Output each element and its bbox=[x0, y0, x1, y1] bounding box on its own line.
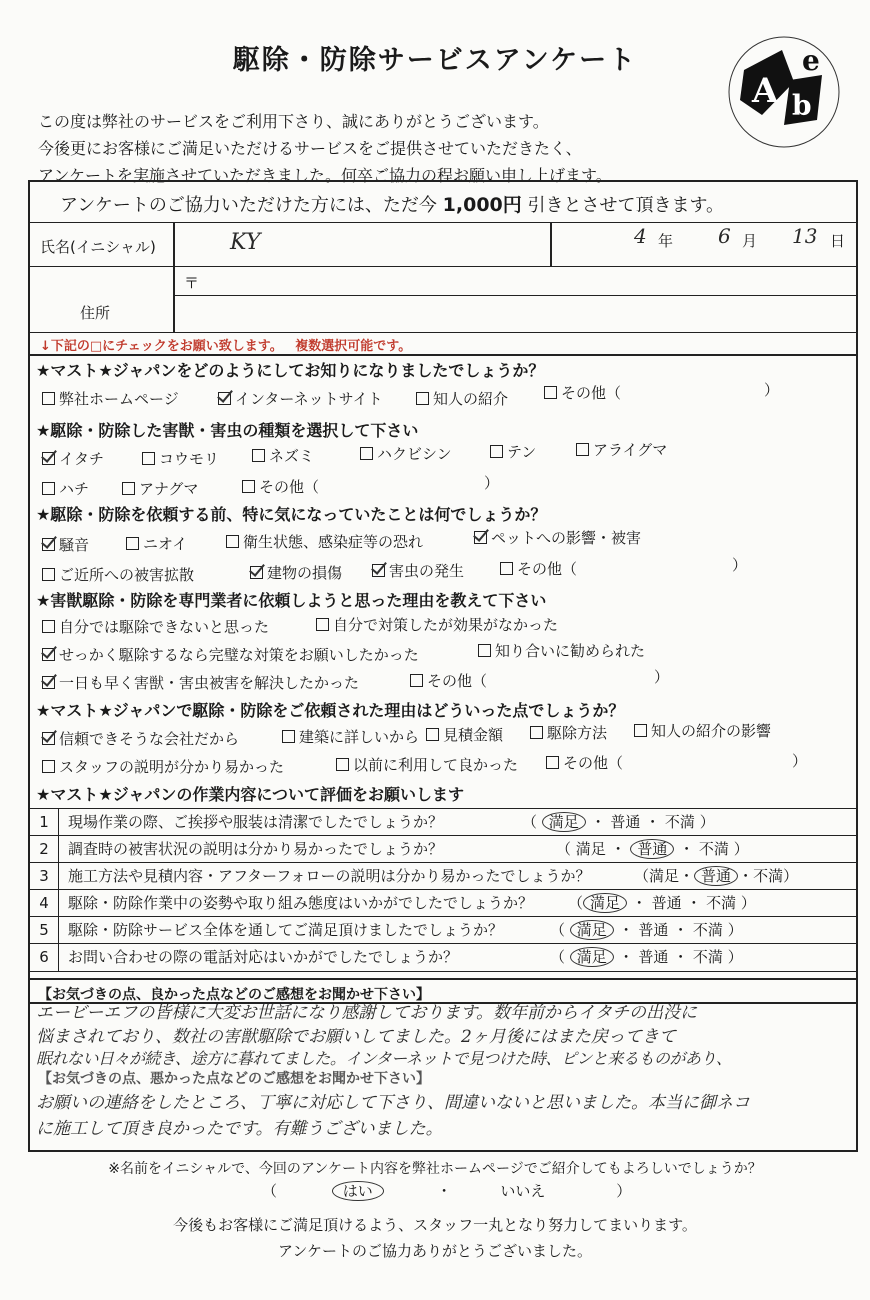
q5-other-close: ） bbox=[792, 752, 808, 770]
intro-line-1: この度は弊社のサービスをご利用下さり、誠にありがとうございます。 bbox=[38, 112, 549, 131]
q3-option-noise[interactable]: 騒音 bbox=[42, 534, 89, 555]
checkbox-icon[interactable] bbox=[42, 620, 55, 633]
checkbox-icon[interactable] bbox=[42, 568, 55, 581]
q5-option-architecture[interactable]: 建築に詳しいから bbox=[282, 726, 419, 747]
intro-line-3: アンケートを実施させていただきました。何卒ご協力の程お願い申し上げます。 bbox=[38, 166, 612, 185]
rating-5-c[interactable]: 不満 bbox=[692, 921, 723, 939]
name-row bbox=[30, 222, 856, 267]
instruction-text: ↓下記の□にチェックをお願い致します。 bbox=[40, 339, 283, 354]
rating-2-b[interactable]: 普通 bbox=[630, 839, 674, 859]
rating-3-a[interactable]: 満足 bbox=[649, 867, 680, 885]
rating-row-2: 2 調査時の被害状況の説明は分かり易かったでしょうか？ （ 満足 ・ 普通 ・ 不満 ） bbox=[30, 835, 856, 863]
rating-4-a[interactable]: 満足 bbox=[583, 893, 627, 913]
q1-other-close: ） bbox=[764, 381, 780, 399]
checkbox-icon[interactable] bbox=[416, 392, 429, 405]
checkbox-icon[interactable] bbox=[576, 443, 589, 456]
q4-option-perfect[interactable]: せっかく駆除するなら完璧な対策をお願いしたかった bbox=[42, 644, 419, 665]
q3-option-building[interactable]: 建物の損傷 bbox=[250, 562, 342, 583]
q5-option-trust[interactable]: 信頼できそうな会社だから bbox=[42, 728, 239, 749]
q4-option-other[interactable]: その他（ bbox=[410, 670, 487, 691]
q5-option-acquaintance[interactable]: 知人の紹介の影響 bbox=[634, 720, 771, 741]
discount-amount: 1,000円 bbox=[442, 194, 522, 216]
checkbox-icon[interactable] bbox=[634, 724, 647, 737]
q5-option-staff[interactable]: スタッフの説明が分かり易かった bbox=[42, 756, 284, 777]
checkbox-icon[interactable] bbox=[282, 730, 295, 743]
checkbox-icon[interactable] bbox=[478, 644, 491, 657]
date-year-value[interactable]: 4 bbox=[634, 224, 647, 248]
q2-title: ★駆除・防除した害獣・害虫の種類を選択して下さい bbox=[36, 421, 419, 440]
comments-good-label: 【お気づきの点、良かった点などのご感想をお聞かせ下さい】 bbox=[38, 987, 430, 1003]
date-day-value[interactable]: 13 bbox=[792, 224, 818, 248]
rating-4-c[interactable]: 不満 bbox=[706, 894, 737, 912]
rating-options-6[interactable]: （ 満足 ・ 普通 ・ 不満 ） bbox=[550, 948, 743, 966]
q2-option-bee[interactable]: ハチ bbox=[42, 478, 89, 499]
page-title: 駆除・防除サービスアンケート bbox=[232, 45, 638, 76]
checkbox-checked-icon[interactable] bbox=[42, 676, 55, 689]
company-logo bbox=[722, 20, 850, 160]
q4-title: ★害獣駆除・防除を専門業者に依頼しようと思った理由を教えて下さい bbox=[36, 591, 547, 610]
instruction-multi: 複数選択可能です。 bbox=[295, 339, 412, 354]
q1-title: ★マスト★ジャパンをどのようにしてお知りになりましたでしょうか？ bbox=[36, 361, 545, 380]
comment-line-4[interactable]: お願いの連絡をしたところ、丁寧に対応して下さり、間違いないと思いました。本当に御ネコ bbox=[36, 1093, 750, 1113]
comments-box bbox=[28, 978, 858, 1152]
rating-4-b[interactable]: 普通 bbox=[651, 894, 682, 912]
q3-option-other[interactable]: その他（ bbox=[500, 558, 577, 579]
postal-mark: 〒 bbox=[184, 274, 200, 292]
checkbox-icon[interactable] bbox=[122, 482, 135, 495]
date-day-label: 日 bbox=[830, 232, 846, 250]
rating-2-c[interactable]: 不満 bbox=[698, 840, 729, 858]
checkbox-icon[interactable] bbox=[316, 618, 329, 631]
q3-option-pet[interactable]: ペットへの影響・被害 bbox=[474, 527, 641, 548]
q4-option-cannot[interactable]: 自分では駆除できないと思った bbox=[42, 616, 269, 637]
checkbox-icon[interactable] bbox=[252, 449, 265, 462]
q1-option-internet[interactable]: インターネットサイト bbox=[218, 388, 383, 409]
rating-options-1[interactable]: （ 満足 ・ 普通 ・ 不満 ） bbox=[522, 813, 715, 831]
rating-options-4[interactable]: （ 満足 ・ 普通 ・ 不満 ） bbox=[568, 894, 756, 912]
q3-option-hygiene[interactable]: 衛生状態、感染症等の恐れ bbox=[226, 531, 423, 552]
checkbox-checked-icon[interactable] bbox=[250, 566, 263, 579]
comment-line-2[interactable]: 悩まされており、数社の害獣駆除でお願いしてました。2ヶ月後にはまた戻ってきて bbox=[36, 1027, 676, 1047]
checkbox-icon[interactable] bbox=[142, 452, 155, 465]
q5-option-previous[interactable]: 以前に利用して良かった bbox=[336, 754, 518, 775]
checkbox-icon[interactable] bbox=[426, 728, 439, 741]
rating-row-6: 6 お問い合わせの際の電話対応はいかがでしたでしょうか？ （ 満足 ・ 普通 ・ 不満 ） bbox=[30, 943, 856, 972]
rating-row-3: 3 施工方法や見積内容・アフターフォローの説明は分かり易かったでしょうか？ （満足・ 普通 ・不満） bbox=[30, 862, 856, 890]
rating-1-c[interactable]: 不満 bbox=[664, 813, 695, 831]
checkbox-icon[interactable] bbox=[500, 562, 513, 575]
q4-option-recommended[interactable]: 知り合いに勧められた bbox=[478, 640, 645, 661]
comment-line-3[interactable]: 眠れない日々が続き、途方に暮れてました。インターネットで見つけた時、ピンと来るものがあり、 bbox=[36, 1049, 732, 1068]
q3-other-close: ） bbox=[732, 556, 748, 574]
discount-banner bbox=[30, 182, 856, 223]
q2-option-itachi[interactable]: イタチ bbox=[42, 448, 104, 469]
rating-3-c[interactable]: 不満 bbox=[753, 867, 784, 885]
q5-option-other[interactable]: その他（ bbox=[546, 752, 623, 773]
date-year-label: 年 bbox=[658, 232, 674, 250]
checkbox-icon[interactable] bbox=[490, 445, 503, 458]
checkbox-checked-icon[interactable] bbox=[42, 452, 55, 465]
intro-line-2: 今後更にお客様にご満足いただけるサービスをご提供させていただきたく、 bbox=[38, 139, 582, 158]
svg-text:e: e bbox=[802, 44, 820, 77]
q2-option-rat[interactable]: ネズミ bbox=[252, 445, 314, 466]
q1-option-referral[interactable]: 知人の紹介 bbox=[416, 388, 508, 409]
svg-text:b: b bbox=[792, 89, 812, 122]
checkbox-icon[interactable] bbox=[42, 760, 55, 773]
checkbox-checked-icon[interactable] bbox=[218, 392, 231, 405]
rating-options-3[interactable]: （満足・ 普通 ・不満） bbox=[634, 867, 799, 885]
closing-line-1: 今後もお客様にご満足頂けるよう、スタッフ一丸となり努力してまいります。 bbox=[173, 1216, 697, 1234]
checkbox-icon[interactable] bbox=[242, 480, 255, 493]
q4-other-close: ） bbox=[654, 668, 670, 686]
q5-option-estimate[interactable]: 見積金額 bbox=[426, 724, 503, 745]
q2-option-marten[interactable]: テン bbox=[490, 441, 536, 462]
checkbox-icon[interactable] bbox=[530, 726, 543, 739]
q2-option-bat[interactable]: コウモリ bbox=[142, 448, 219, 469]
address-label: 住所 bbox=[80, 304, 111, 322]
consent-options[interactable]: （ はい ・ いいえ ） bbox=[262, 1182, 632, 1200]
rating-1-b[interactable]: 普通 bbox=[610, 813, 641, 831]
comment-line-5[interactable]: に施工して頂き良かったです。有難うございました。 bbox=[36, 1119, 443, 1139]
consent-yes[interactable]: はい bbox=[332, 1181, 384, 1201]
checkbox-checked-icon[interactable] bbox=[42, 538, 55, 551]
q5-option-method[interactable]: 駆除方法 bbox=[530, 722, 607, 743]
checkbox-checked-icon[interactable] bbox=[474, 531, 487, 544]
checkbox-checked-icon[interactable] bbox=[372, 564, 385, 577]
checkbox-icon[interactable] bbox=[546, 756, 559, 769]
q2-option-civet[interactable]: ハクビシン bbox=[360, 443, 452, 464]
q1-option-homepage[interactable]: 弊社ホームページ bbox=[42, 388, 179, 409]
q2-option-badger[interactable]: アナグマ bbox=[122, 478, 198, 499]
discount-pre: アンケートのご協力いただけた方には、ただ今 bbox=[60, 195, 437, 216]
checkbox-checked-icon[interactable] bbox=[42, 732, 55, 745]
rating-options-5[interactable]: （ 満足 ・ 普通 ・ 不満 ） bbox=[550, 921, 743, 939]
consent-no[interactable]: いいえ bbox=[500, 1182, 546, 1200]
date-month-value[interactable]: 6 bbox=[718, 224, 731, 248]
checkbox-icon[interactable] bbox=[42, 482, 55, 495]
name-label: 氏名(イニシャル) bbox=[40, 238, 156, 256]
rating-6-c[interactable]: 不満 bbox=[692, 948, 723, 966]
checkbox-icon[interactable] bbox=[336, 758, 349, 771]
rating-5-b[interactable]: 普通 bbox=[638, 921, 669, 939]
q4-option-noeffect[interactable]: 自分で対策したが効果がなかった bbox=[316, 614, 558, 635]
comment-line-1[interactable]: エービーエフの皆様に大変お世話になり感謝しております。数年前からイタチの出没に bbox=[36, 1003, 697, 1023]
q1-option-other[interactable]: その他（ bbox=[544, 382, 621, 403]
q2-option-other[interactable]: その他（ bbox=[242, 476, 319, 497]
rating-options-2[interactable]: （ 満足 ・ 普通 ・ 不満 ） bbox=[556, 840, 749, 858]
rating-row-4: 4 駆除・防除作業中の姿勢や取り組み態度はいかがでしたでしょうか？ （ 満足 ・ 普通 ・ 不満 ） bbox=[30, 889, 856, 917]
q5-title: ★マスト★ジャパンで駆除・防除をご依頼された理由はどういった点でしょうか？ bbox=[36, 701, 625, 720]
discount-post: 引きとさせて頂きます。 bbox=[527, 195, 725, 216]
closing-line-2: アンケートのご協力ありがとうございました。 bbox=[277, 1242, 593, 1260]
address-row bbox=[30, 266, 856, 333]
checkbox-icon[interactable] bbox=[360, 447, 373, 460]
rating-row-5: 5 駆除・防除サービス全体を通してご満足頂けましたでしょうか？ （ 満足 ・ 普通 ・ 不満 ） bbox=[30, 916, 856, 944]
q3-option-insects[interactable]: 害虫の発生 bbox=[372, 560, 464, 581]
checkbox-icon[interactable] bbox=[42, 392, 55, 405]
rating-1-a[interactable]: 満足 bbox=[542, 812, 586, 832]
q3-option-neighbor[interactable]: ご近所への被害拡散 bbox=[42, 564, 194, 585]
date-month-label: 月 bbox=[742, 232, 758, 250]
q2-other-close: ） bbox=[484, 474, 500, 492]
name-value[interactable]: KY bbox=[230, 230, 261, 255]
checkbox-checked-icon[interactable] bbox=[42, 648, 55, 661]
rating-3-b[interactable]: 普通 bbox=[694, 866, 738, 886]
q6-title: ★マスト★ジャパンの作業内容について評価をお願いします bbox=[36, 785, 465, 804]
rating-2-a[interactable]: 満足 bbox=[575, 840, 606, 858]
q3-option-smell[interactable]: ニオイ bbox=[126, 533, 187, 554]
svg-text:A: A bbox=[752, 71, 779, 111]
rating-row-1: 1 現場作業の際、ご挨拶や服装は清潔でしたでしょうか？ （ 満足 ・ 普通 ・ 不満 ） bbox=[30, 808, 856, 836]
rating-6-a[interactable]: 満足 bbox=[570, 947, 614, 967]
checkbox-icon[interactable] bbox=[410, 674, 423, 687]
q2-option-raccoon[interactable]: アライグマ bbox=[576, 439, 667, 460]
q4-option-asap[interactable]: 一日も早く害獣・害虫被害を解決したかった bbox=[42, 672, 359, 693]
rating-6-b[interactable]: 普通 bbox=[638, 948, 669, 966]
rating-5-a[interactable]: 満足 bbox=[570, 920, 614, 940]
consent-question: ※名前をイニシャルで、今回のアンケート内容を弊社ホームページでご紹介してもよろしいでしょうか？ bbox=[108, 1161, 762, 1177]
survey-form bbox=[28, 180, 858, 1004]
checkbox-icon[interactable] bbox=[226, 535, 239, 548]
comments-bad-label: 【お気づきの点、悪かった点などのご感想をお聞かせ下さい】 bbox=[38, 1071, 430, 1087]
checkbox-icon[interactable] bbox=[126, 537, 139, 550]
q3-title: ★駆除・防除を依頼する前、特に気になっていたことは何でしょうか？ bbox=[36, 505, 547, 524]
checkbox-icon[interactable] bbox=[544, 386, 557, 399]
